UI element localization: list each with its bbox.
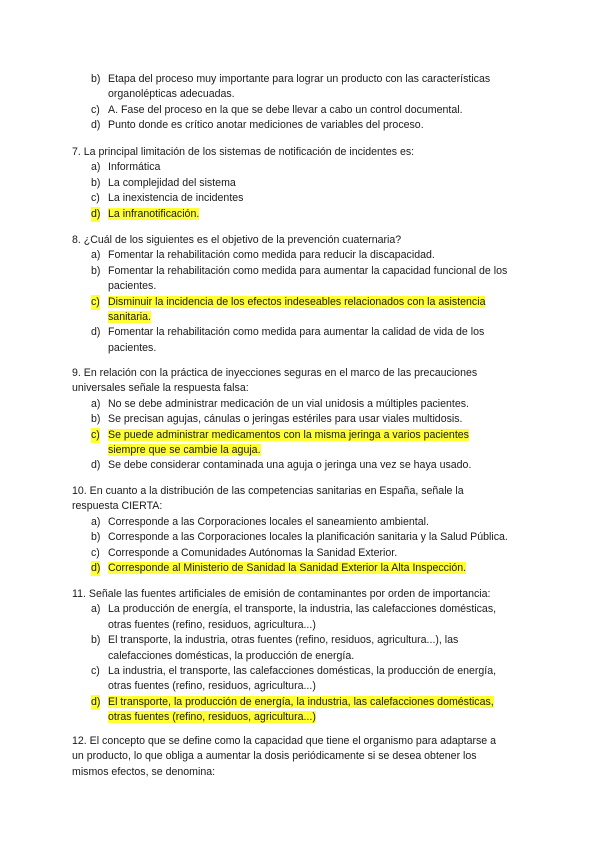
option-letter: c) xyxy=(91,192,100,205)
question-text-line: 10. En cuanto a la distribución de las competencias sanitarias en España, señale la xyxy=(72,485,464,497)
answer-option xyxy=(72,176,532,191)
option-text-line: Se puede administrar medicamentos con la misma jeringa a varios pacientes xyxy=(108,428,469,441)
question-text-line: respuesta CIERTA: xyxy=(72,500,163,513)
question-8 xyxy=(72,233,532,356)
answer-option xyxy=(72,160,532,175)
option-text-line: A. Fase del proceso en la que se debe llevar a cabo un control documental. xyxy=(108,103,463,116)
answer-option xyxy=(72,264,532,295)
answer-option xyxy=(72,602,532,633)
option-text-line: otras fuentes (refino, residuos, agricultura...) xyxy=(108,618,316,631)
answer-option xyxy=(72,561,532,576)
option-text-line: otras fuentes (refino, residuos, agricultura...) xyxy=(108,711,316,724)
option-letter: b) xyxy=(91,531,101,544)
option-text-line: Se debe considerar contaminada una aguja o jeringa una vez se haya usado. xyxy=(108,459,472,472)
option-text-line: El transporte, la producción de energía, la industria, las calefacciones domésticas, xyxy=(108,695,494,708)
option-text-line: Fomentar la rehabilitación como medida para aumentar la calidad de vida de los xyxy=(108,326,485,339)
option-letter: c) xyxy=(91,428,100,443)
option-text-line: Corresponde a las Corporaciones locales la planificación sanitaria y la Salud Pública. xyxy=(108,531,508,544)
question-text-line: 9. En relación con la práctica de inyecciones seguras en el marco de las precauciones xyxy=(72,367,478,379)
question-text-line: 7. La principal limitación de los sistemas de notificación de incidentes es: xyxy=(72,146,415,158)
question-text xyxy=(72,145,532,160)
answer-option xyxy=(72,695,532,726)
option-text-line: La infranotificación. xyxy=(108,207,200,220)
question-text xyxy=(72,233,532,248)
question-12 xyxy=(72,734,532,780)
question-text xyxy=(72,484,532,515)
option-letter: a) xyxy=(91,397,101,410)
question-text-line: 8. ¿Cuál de los siguientes es el objetivo de la prevención cuaternaria? xyxy=(72,234,402,246)
option-text-line: Informática xyxy=(108,161,161,174)
option-letter: a) xyxy=(91,161,101,174)
question-9 xyxy=(72,366,532,474)
answer-option xyxy=(72,295,532,326)
question-text-line: un producto, lo que obliga a aumentar la dosis periódicamente si se desea obtener los xyxy=(72,750,477,763)
question-10 xyxy=(72,484,532,576)
option-letter: d) xyxy=(91,326,101,339)
answer-option xyxy=(72,191,532,206)
option-letter: d) xyxy=(91,561,100,576)
option-text-line: pacientes. xyxy=(108,341,157,354)
option-letter: d) xyxy=(91,459,101,472)
option-text-line: El transporte, la industria, otras fuentes (refino, residuos, agricultura...), las xyxy=(108,634,459,647)
option-letter: c) xyxy=(91,665,100,678)
answer-option xyxy=(72,248,532,263)
options-continued xyxy=(72,72,532,134)
question-7 xyxy=(72,145,532,222)
option-letter: b) xyxy=(91,176,101,189)
option-text-line: La industria, el transporte, las calefacciones domésticas, la producción de energía, xyxy=(108,665,497,678)
answer-option xyxy=(72,118,532,133)
answer-option xyxy=(72,72,532,103)
question-text-line: 11. Señale las fuentes artificiales de emisión de contaminantes por orden de importancia: xyxy=(72,588,491,600)
question-text xyxy=(72,734,532,780)
option-letter: d) xyxy=(91,207,100,222)
option-text-line: Punto donde es crítico anotar mediciones de variables del proceso. xyxy=(108,119,424,132)
answer-option xyxy=(72,412,532,427)
option-letter: d) xyxy=(91,119,101,132)
option-letter: a) xyxy=(91,603,101,616)
option-text-line: La inexistencia de incidentes xyxy=(108,192,244,205)
option-letter: c) xyxy=(91,546,100,559)
option-text-line: Etapa del proceso muy importante para lograr un producto con las características xyxy=(108,73,491,85)
option-letter: c) xyxy=(91,295,100,310)
option-text-line: Corresponde al Ministerio de Sanidad la Sanidad Exterior la Alta Inspección. xyxy=(108,562,467,575)
option-text-line: Fomentar la rehabilitación como medida para reducir la discapacidad. xyxy=(108,249,435,262)
option-letter: b) xyxy=(91,634,101,647)
option-text-line: La producción de energía, el transporte, la industria, las calefacciones domésticas, xyxy=(108,603,497,616)
option-letter: d) xyxy=(91,695,100,710)
question-text-line: universales señale la respuesta falsa: xyxy=(72,382,249,395)
answer-option xyxy=(72,103,532,118)
option-letter: b) xyxy=(91,413,101,426)
option-text-line: calefacciones domésticas, la producción de energía. xyxy=(108,649,355,662)
answer-option xyxy=(72,633,532,664)
question-11 xyxy=(72,587,532,726)
option-text-line: Fomentar la rehabilitación como medida para aumentar la capacidad funcional de los xyxy=(108,264,508,277)
answer-option xyxy=(72,325,532,356)
answer-option xyxy=(72,458,532,473)
option-text-line: pacientes. xyxy=(108,280,157,293)
option-text-line: otras fuentes (refino, residuos, agricultura...) xyxy=(108,680,316,693)
answer-option xyxy=(72,428,532,459)
answer-option xyxy=(72,664,532,695)
question-text-line: 12. El concepto que se define como la capacidad que tiene el organismo para adaptarse a xyxy=(72,735,497,747)
option-text-line: organolépticas adecuadas. xyxy=(108,88,235,101)
answer-option xyxy=(72,397,532,412)
option-text-line: No se debe administrar medicación de un vial unidosis a múltiples pacientes. xyxy=(108,397,469,410)
option-text-line: La complejidad del sistema xyxy=(108,176,236,189)
option-letter: b) xyxy=(91,264,101,277)
answer-option xyxy=(72,207,532,222)
option-letter: a) xyxy=(91,515,101,528)
option-text-line: siempre que se cambie la aguja. xyxy=(108,444,261,457)
question-text xyxy=(72,366,532,397)
question-text-line: mismos efectos, se denomina: xyxy=(72,765,216,778)
answer-option xyxy=(72,530,532,545)
answer-option xyxy=(72,515,532,530)
question-text xyxy=(72,587,532,602)
option-text-line: sanitaria. xyxy=(108,311,151,324)
option-letter: c) xyxy=(91,103,100,116)
option-letter: a) xyxy=(91,249,101,262)
option-text-line: Corresponde a Comunidades Autónomas la Sanidad Exterior. xyxy=(108,546,398,559)
option-text-line: Disminuir la incidencia de los efectos indeseables relacionados con la asistencia xyxy=(108,295,486,308)
option-letter: b) xyxy=(91,73,101,85)
answer-option xyxy=(72,546,532,561)
option-text-line: Se precisan agujas, cánulas o jeringas estériles para usar viales multidosis. xyxy=(108,413,463,426)
option-text-line: Corresponde a las Corporaciones locales el saneamiento ambiental. xyxy=(108,515,429,528)
